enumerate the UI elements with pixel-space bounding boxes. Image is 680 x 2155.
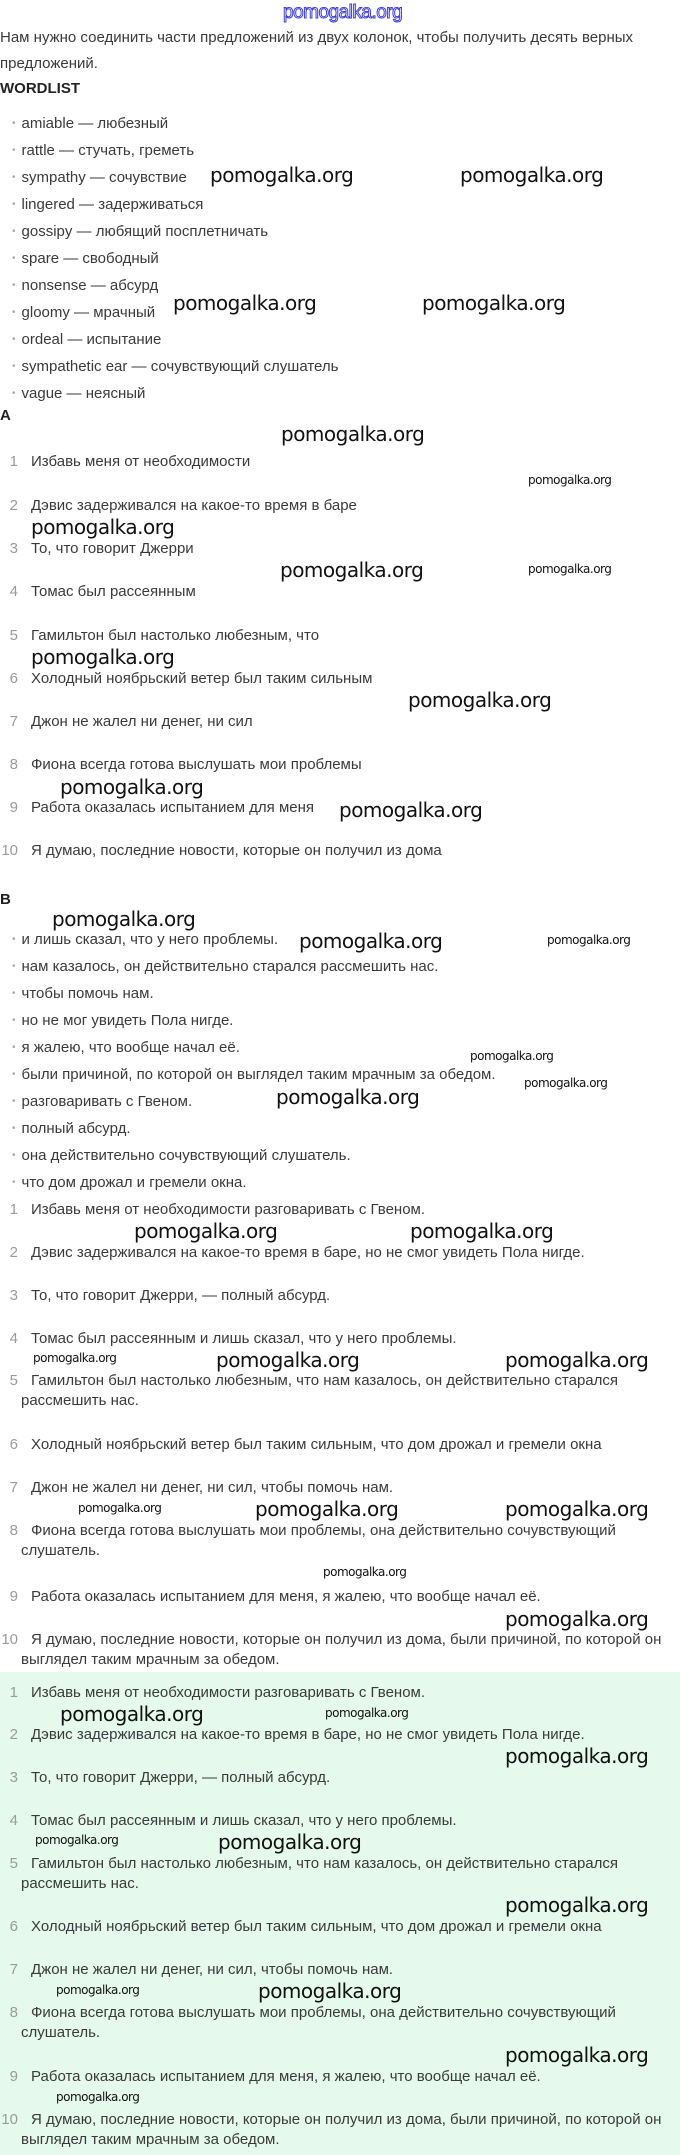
answer-item [0,1960,393,1980]
watermark-text: pomogalka.org [505,1607,649,1631]
answer-item [0,1917,602,1937]
column-b-item: • чтобы помочь нам. [12,985,154,1003]
answer-text: То, что говорит Джерри, — полный абсурд. [31,1769,331,1786]
watermark-text: pomogalka.org [528,562,612,576]
answer-item [0,1243,585,1263]
item-number: 7 [9,713,18,730]
answer-text: Джон не жалел ни денег, ни сил, чтобы помочь нам. [31,1961,394,1978]
item-number: 10 [1,842,18,859]
answer-text: Работа оказалась испытанием для меня, я жалею, что вообще начал её. [31,1588,541,1605]
answer-item [0,1587,541,1607]
answer-number: 4 [9,1330,18,1347]
column-a-item [0,626,319,646]
answer-text: То, что говорит Джерри, — полный абсурд. [31,1287,331,1304]
column-a-item [0,798,314,818]
answer-text: Фиона всегда готова выслушать мои проблемы, она действительно сочувствующий слушатель. [21,1522,616,1559]
watermark-text: pomogalka.org [547,933,631,947]
answer-item [0,1854,672,1894]
section-b-heading: B [0,891,11,908]
answer-item [0,2067,541,2087]
answer-text: Джон не жалел ни денег, ни сил, чтобы помочь нам. [31,1479,394,1496]
watermark-text: pomogalka.org [78,1501,162,1515]
item-text: Гамильтон был настолько любезным, что [31,627,320,644]
answer-text: Фиона всегда готова выслушать мои проблемы, она действительно сочувствующий слушатель. [21,2004,616,2041]
answer-text: Томас был рассеянным и лишь сказал, что у него проблемы. [31,1330,457,1347]
watermark-text: pomogalka.org [33,1351,117,1365]
column-a-item [0,712,253,732]
column-a-item [0,669,372,689]
answer-item [0,2003,672,2043]
watermark-text: pomogalka.org [35,1833,119,1847]
item-text: Я думаю, последние новости, которые он получил из дома [31,842,442,859]
item-text: Томас был рассеянным [31,583,196,600]
answer-text: Томас был рассеянным и лишь сказал, что у него проблемы. [31,1812,457,1829]
watermark-text: pomogalka.org [60,775,204,799]
item-number: 2 [9,497,18,514]
answer-number: 6 [9,1918,18,1935]
watermark-text: pomogalka.org [210,163,354,187]
watermark-text: pomogalka.org [408,688,552,712]
column-a-item [0,582,196,602]
answer-number: 3 [9,1287,18,1304]
answer-item [0,1329,457,1349]
answer-number: 4 [9,1812,18,1829]
intro-text: Нам нужно соединить части предложений из двух колонок, чтобы получить десять верных предложений. [0,29,634,72]
wordlist-item: • nonsense — абсурд [12,277,158,295]
wordlist-item: • gossipy — любящий посплетничать [12,223,268,241]
wordlist-item: • spare — свободный [12,250,159,268]
watermark-text: pomogalka.org [299,929,443,953]
answer-item [0,1725,585,1745]
watermark-text: pomogalka.org [258,1979,402,2003]
item-number: 6 [9,670,18,687]
answer-text: Дэвис задерживался на какое-то время в баре, но не смог увидеть Пола нигде. [31,1726,585,1743]
watermark-text: pomogalka.org [505,2043,649,2067]
watermark-text: pomogalka.org [216,1348,360,1372]
watermark-text: pomogalka.org [31,515,175,539]
item-number: 8 [9,756,18,773]
column-b-item: • полный абсурд. [12,1120,131,1138]
item-number: 3 [9,540,18,557]
answer-text: Дэвис задерживался на какое-то время в баре, но не смог увидеть Пола нигде. [31,1244,585,1261]
watermark-text: pomogalka.org [173,291,317,315]
watermark-text: pomogalka.org [281,422,425,446]
watermark-text: pomogalka.org [505,1348,649,1372]
answer-number: 9 [9,2068,18,2085]
answer-text: Избавь меня от необходимости разговаривать с Гвеном. [31,1684,426,1701]
answer-number: 10 [1,1631,18,1648]
watermark-text: pomogalka.org [505,1497,649,1521]
wordlist-item: • sympathy — сочувствие [12,169,187,187]
answer-number: 10 [1,2111,18,2128]
answer-text: Я думаю, последние новости, которые он получил из дома, были причиной, по которой он выглядел таким мрачным за обедом. [21,1631,662,1668]
watermark-text: pomogalka.org [52,907,196,931]
item-text: Фиона всегда готова выслушать мои проблемы [31,756,362,773]
column-a-item [0,755,362,775]
answer-number: 3 [9,1769,18,1786]
site-logo: pomogalka.org [283,2,403,23]
answer-text: Гамильтон был настолько любезным, что нам казалось, он действительно старался рассмешить нас. [21,1372,618,1409]
answer-item [0,1478,393,1498]
item-text: Холодный ноябрьский ветер был таким сильным [31,670,373,687]
answer-number: 8 [9,2004,18,2021]
answer-item [0,1630,672,1670]
answer-item [0,1286,330,1306]
item-number: 9 [9,799,18,816]
column-a-item [0,539,194,559]
column-b-item: • но не мог увидеть Пола нигде. [12,1012,233,1030]
section-a-heading: A [0,407,11,424]
answer-number: 5 [9,1372,18,1389]
column-a-item [0,496,357,516]
column-b-item: • она действительно сочувствующий слушатель. [12,1147,351,1165]
answer-number: 7 [9,1961,18,1978]
answer-number: 7 [9,1479,18,1496]
answer-item [0,1683,425,1703]
watermark-text: pomogalka.org [218,1830,362,1854]
answer-item [0,1521,672,1561]
answer-text: Холодный ноябрьский ветер был таким сильным, что дом дрожал и гремели окна [31,1918,602,1935]
watermark-text: pomogalka.org [410,1219,554,1243]
watermark-text: pomogalka.org [325,1706,409,1720]
answer-item [0,1811,457,1831]
item-text: То, что говорит Джерри [31,540,194,557]
watermark-text: pomogalka.org [422,291,566,315]
watermark-text: pomogalka.org [280,558,424,582]
answer-text: Избавь меня от необходимости разговаривать с Гвеном. [31,1201,426,1218]
answer-number: 2 [9,1244,18,1261]
wordlist-item: • sympathetic ear — сочувствующий слушатель [12,358,338,376]
item-number: 5 [9,627,18,644]
answer-text: Работа оказалась испытанием для меня, я жалею, что вообще начал её. [31,2068,541,2085]
column-b-item: • я жалею, что вообще начал её. [12,1039,240,1057]
watermark-text: pomogalka.org [470,1049,554,1063]
wordlist-item: • gloomy — мрачный [12,304,155,322]
answer-number: 1 [9,1201,18,1218]
answer-text: Гамильтон был настолько любезным, что нам казалось, он действительно старался рассмешить нас. [21,1855,618,1892]
watermark-text: pomogalka.org [255,1497,399,1521]
item-text: Работа оказалась испытанием для меня [31,799,315,816]
column-b-item: • были причиной, по которой он выглядел таким мрачным за обедом. [12,1066,496,1084]
watermark-text: pomogalka.org [460,163,604,187]
wordlist-heading: WORDLIST [0,80,80,97]
item-text: Джон не жалел ни денег, ни сил [31,713,253,730]
watermark-text: pomogalka.org [276,1085,420,1109]
column-b-item: • и лишь сказал, что у него проблемы. [12,931,278,949]
item-number: 4 [9,583,18,600]
answer-item [0,1371,672,1411]
answer-text: Холодный ноябрьский ветер был таким сильным, что дом дрожал и гремели окна [31,1436,602,1453]
answer-number: 6 [9,1436,18,1453]
item-text: Дэвис задерживался на какое-то время в баре [31,497,357,514]
watermark-text: pomogalka.org [505,1893,649,1917]
column-a-item [0,841,442,861]
watermark-text: pomogalka.org [339,798,483,822]
column-b-item: • разговаривать с Гвеном. [12,1093,192,1111]
watermark-text: pomogalka.org [60,1702,204,1726]
answer-item [0,1435,602,1455]
watermark-text: pomogalka.org [323,1565,407,1579]
wordlist-item: • amiable — любезный [12,115,168,133]
column-b-item: • нам казалось, он действительно старался рассмешить нас. [12,958,438,976]
answer-number: 9 [9,1588,18,1605]
watermark-text: pomogalka.org [31,645,175,669]
answer-number: 5 [9,1855,18,1872]
answer-item [0,1768,330,1788]
wordlist-item: • vague — неясный [12,385,145,403]
answer-number: 2 [9,1726,18,1743]
watermark-text: pomogalka.org [56,1983,140,1997]
column-a-item [0,452,250,472]
column-b-item: • что дом дрожал и гремели окна. [12,1174,247,1192]
answer-item [0,1200,425,1220]
item-text: Избавь меня от необходимости [31,453,251,470]
answer-text: Я думаю, последние новости, которые он получил из дома, были причиной, по которой он выглядел таким мрачным за обедом. [21,2111,662,2148]
wordlist-item: • lingered — задерживаться [12,196,203,214]
answer-number: 8 [9,1522,18,1539]
answer-number: 1 [9,1684,18,1701]
wordlist-item: • rattle — стучать, греметь [12,142,194,160]
answer-item [0,2110,672,2150]
watermark-text: pomogalka.org [524,1076,608,1090]
watermark-text: pomogalka.org [56,2090,140,2104]
watermark-text: pomogalka.org [528,473,612,487]
watermark-text: pomogalka.org [134,1219,278,1243]
watermark-text: pomogalka.org [505,1744,649,1768]
item-number: 1 [9,453,18,470]
wordlist-item: • ordeal — испытание [12,331,161,349]
